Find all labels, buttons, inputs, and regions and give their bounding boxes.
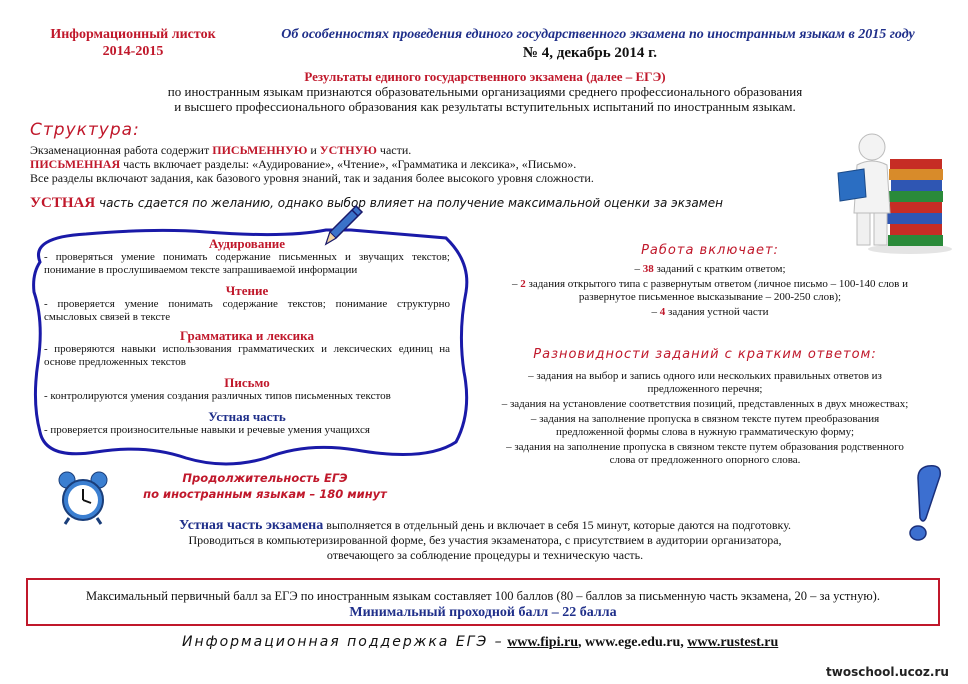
- score-line-1: Максимальный первичный балл за ЕГЭ по иностранным языкам составляет 100 баллов (80 – баллов за письменную часть экзамена, 20 – за устную).: [86, 589, 880, 603]
- written-word: ПИСЬМЕННУЮ: [212, 143, 308, 157]
- structure-line-2: [30, 157, 810, 171]
- exclamation-mark-icon: [898, 462, 948, 544]
- duration-line-1: Продолжительность ЕГЭ: [182, 471, 348, 485]
- written-part-word: ПИСЬМЕННАЯ: [30, 157, 121, 171]
- work-item-1-text: заданий с кратким ответом;: [653, 263, 786, 275]
- footer-support: [182, 634, 942, 651]
- types-heading: Разновидности заданий с кратким ответом:: [533, 347, 877, 362]
- results-line-2: и высшего профессионального образования как результаты вступительных испытаний по иностранным языкам.: [174, 99, 796, 114]
- section-title-grammar: Грамматика и лексика: [180, 328, 314, 343]
- types-item-2-text: задания на установление соответствия позиций, представленных в двух множествах;: [509, 398, 909, 410]
- oral-exam-line-1: [90, 518, 880, 533]
- oral-exam-block: [90, 518, 880, 563]
- types-item-1: – задания на выбор и запись одного или нескольких правильных ответов из предложенного перечня;: [528, 370, 882, 395]
- structure-line-1: [30, 143, 810, 157]
- score-line-2: Минимальный проходной балл – 22 балла: [349, 605, 617, 620]
- section-text-writing: - контролируются умения создания различных типов письменных текстов: [44, 390, 391, 402]
- info-sheet-title: [28, 26, 238, 60]
- rustest-link[interactable]: www.rustest.ru: [687, 635, 779, 650]
- oral-exam-line-3: отвечающего за соблюдение процедуры и техническую часть.: [326, 548, 644, 562]
- duration-line-2: по иностранным языкам – 180 минут: [143, 487, 387, 501]
- issue-number: № 4, декабрь 2014 г.: [522, 45, 658, 61]
- structure-line-1e: части.: [376, 143, 412, 157]
- work-item-3-text: задания устной части: [665, 306, 769, 318]
- types-item-4-text: задания на заполнение пропуска в связном тексте путем образования родственного слова от предложенного опорного слова.: [514, 441, 904, 466]
- oral-optional-line: [30, 194, 810, 212]
- section-text-reading: - проверяется умение понимать содержание текстов; понимание структурно смысловых связей в тексте: [44, 298, 450, 323]
- work-item-3: – 4 задания устной части: [651, 306, 769, 318]
- person-with-books-icon: [830, 125, 955, 255]
- types-item-3: – задания на заполнение пропуска в связном тексте путем преобразования предложенной формы слова в нужную грамматическую форму;: [530, 413, 880, 438]
- work-item-1-num: 38: [642, 263, 654, 275]
- oral-optional-text: часть сдается по желанию, однако выбор влияет на получение максимальной оценки за экзамен: [95, 196, 723, 210]
- ege-edu-link[interactable]: www.ege.edu.ru: [584, 635, 681, 650]
- oral-word: УСТНУЮ: [319, 143, 377, 157]
- types-item-3-text: задания на заполнение пропуска в связном тексте путем преобразования предложенной формы слова в нужную грамматическую форму;: [539, 413, 880, 438]
- work-item-2-text: задания открытого типа с развернутым ответом (личное письмо – 100-140 слов и развернутое письменное высказывание – 200-250 слов);: [525, 278, 909, 303]
- info-sheet-label: Информационный листок: [50, 27, 216, 42]
- section-text-grammar: - проверяются навыки использования грамматических и лексических единиц на основе предложенных текстов: [44, 343, 450, 368]
- results-block: [90, 69, 880, 114]
- results-title: Результаты единого государственного экзамена (далее – ЕГЭ): [304, 69, 666, 84]
- score-box: [26, 578, 940, 626]
- work-list: [500, 263, 920, 319]
- duration-block: [120, 470, 410, 502]
- types-item-4: – задания на заполнение пропуска в связном тексте путем образования родственного слова от предложенного опорного слова.: [506, 441, 904, 466]
- oral-optional-word: УСТНАЯ: [30, 195, 96, 211]
- work-item-2-num: 2: [520, 278, 526, 290]
- fipi-link[interactable]: www.fipi.ru: [507, 635, 578, 650]
- section-text-oral: - проверяется произносительные навыки и речевые умения учащихся: [44, 424, 370, 436]
- work-item-1: – 38 заданий с кратким ответом;: [634, 263, 786, 275]
- footer-sep-2: ,: [680, 635, 688, 650]
- footer-support-label: Информационная поддержка ЕГЭ –: [182, 634, 504, 650]
- structure-line-1a: Экзаменационная работа содержит: [30, 143, 213, 157]
- section-title-writing: Письмо: [224, 375, 270, 390]
- structure-line-2b: часть включает разделы: «Аудирование», «Чтение», «Грамматика и лексика», «Письмо».: [120, 157, 577, 171]
- footer-sep-1: ,: [577, 635, 585, 650]
- structure-text: [30, 143, 810, 185]
- work-item-3-num: 4: [659, 306, 666, 318]
- results-line-1: по иностранным языкам признаются образовательными организациями среднего профессионального образования: [167, 84, 803, 99]
- document-title: Об особенностях проведения единого государственного экзамена по иностранным языкам в 2015 году: [281, 27, 915, 42]
- section-title-reading: Чтение: [225, 283, 269, 298]
- types-list: [500, 370, 910, 467]
- watermark: twoschool.ucoz.ru: [826, 665, 949, 679]
- oral-exam-line-2: Проводиться в компьютеризированной форме, без участия экзаменатора, с присутствием в аудитории организатора,: [188, 533, 782, 547]
- section-title-oral: Устная часть: [208, 409, 286, 424]
- structure-line-1c: и: [307, 143, 320, 157]
- work-item-2: – 2 задания открытого типа с развернутым ответом (личное письмо – 100-140 слов и развернутое письменное высказывание – 200-250 слов);: [511, 278, 909, 303]
- section-title-listening: Аудирование: [208, 236, 286, 251]
- section-text-listening: - проверяться умение понимать содержание письменных и звучащих текстов; понимание в прослушиваемом тексте запрашиваемой информации: [44, 251, 450, 276]
- info-sheet-years: 2014-2015: [102, 44, 164, 59]
- structure-line-3: Все разделы включают задания, как базового уровня знаний, так и задания более высокого уровня сложности.: [30, 171, 594, 185]
- work-heading: Работа включает:: [641, 243, 779, 258]
- structure-heading: Структура:: [30, 120, 140, 140]
- types-item-2: – задания на установление соответствия позиций, представленных в двух множествах;: [501, 398, 909, 410]
- sections-list: [44, 236, 450, 437]
- oral-exam-title: Устная часть экзамена: [178, 518, 324, 533]
- oral-exam-line-1-text: выполняется в отдельный день и включает в себя 15 минут, которые даются на подготовку.: [323, 518, 791, 532]
- types-item-1-text: задания на выбор и запись одного или нескольких правильных ответов из предложенного перечня;: [536, 370, 882, 395]
